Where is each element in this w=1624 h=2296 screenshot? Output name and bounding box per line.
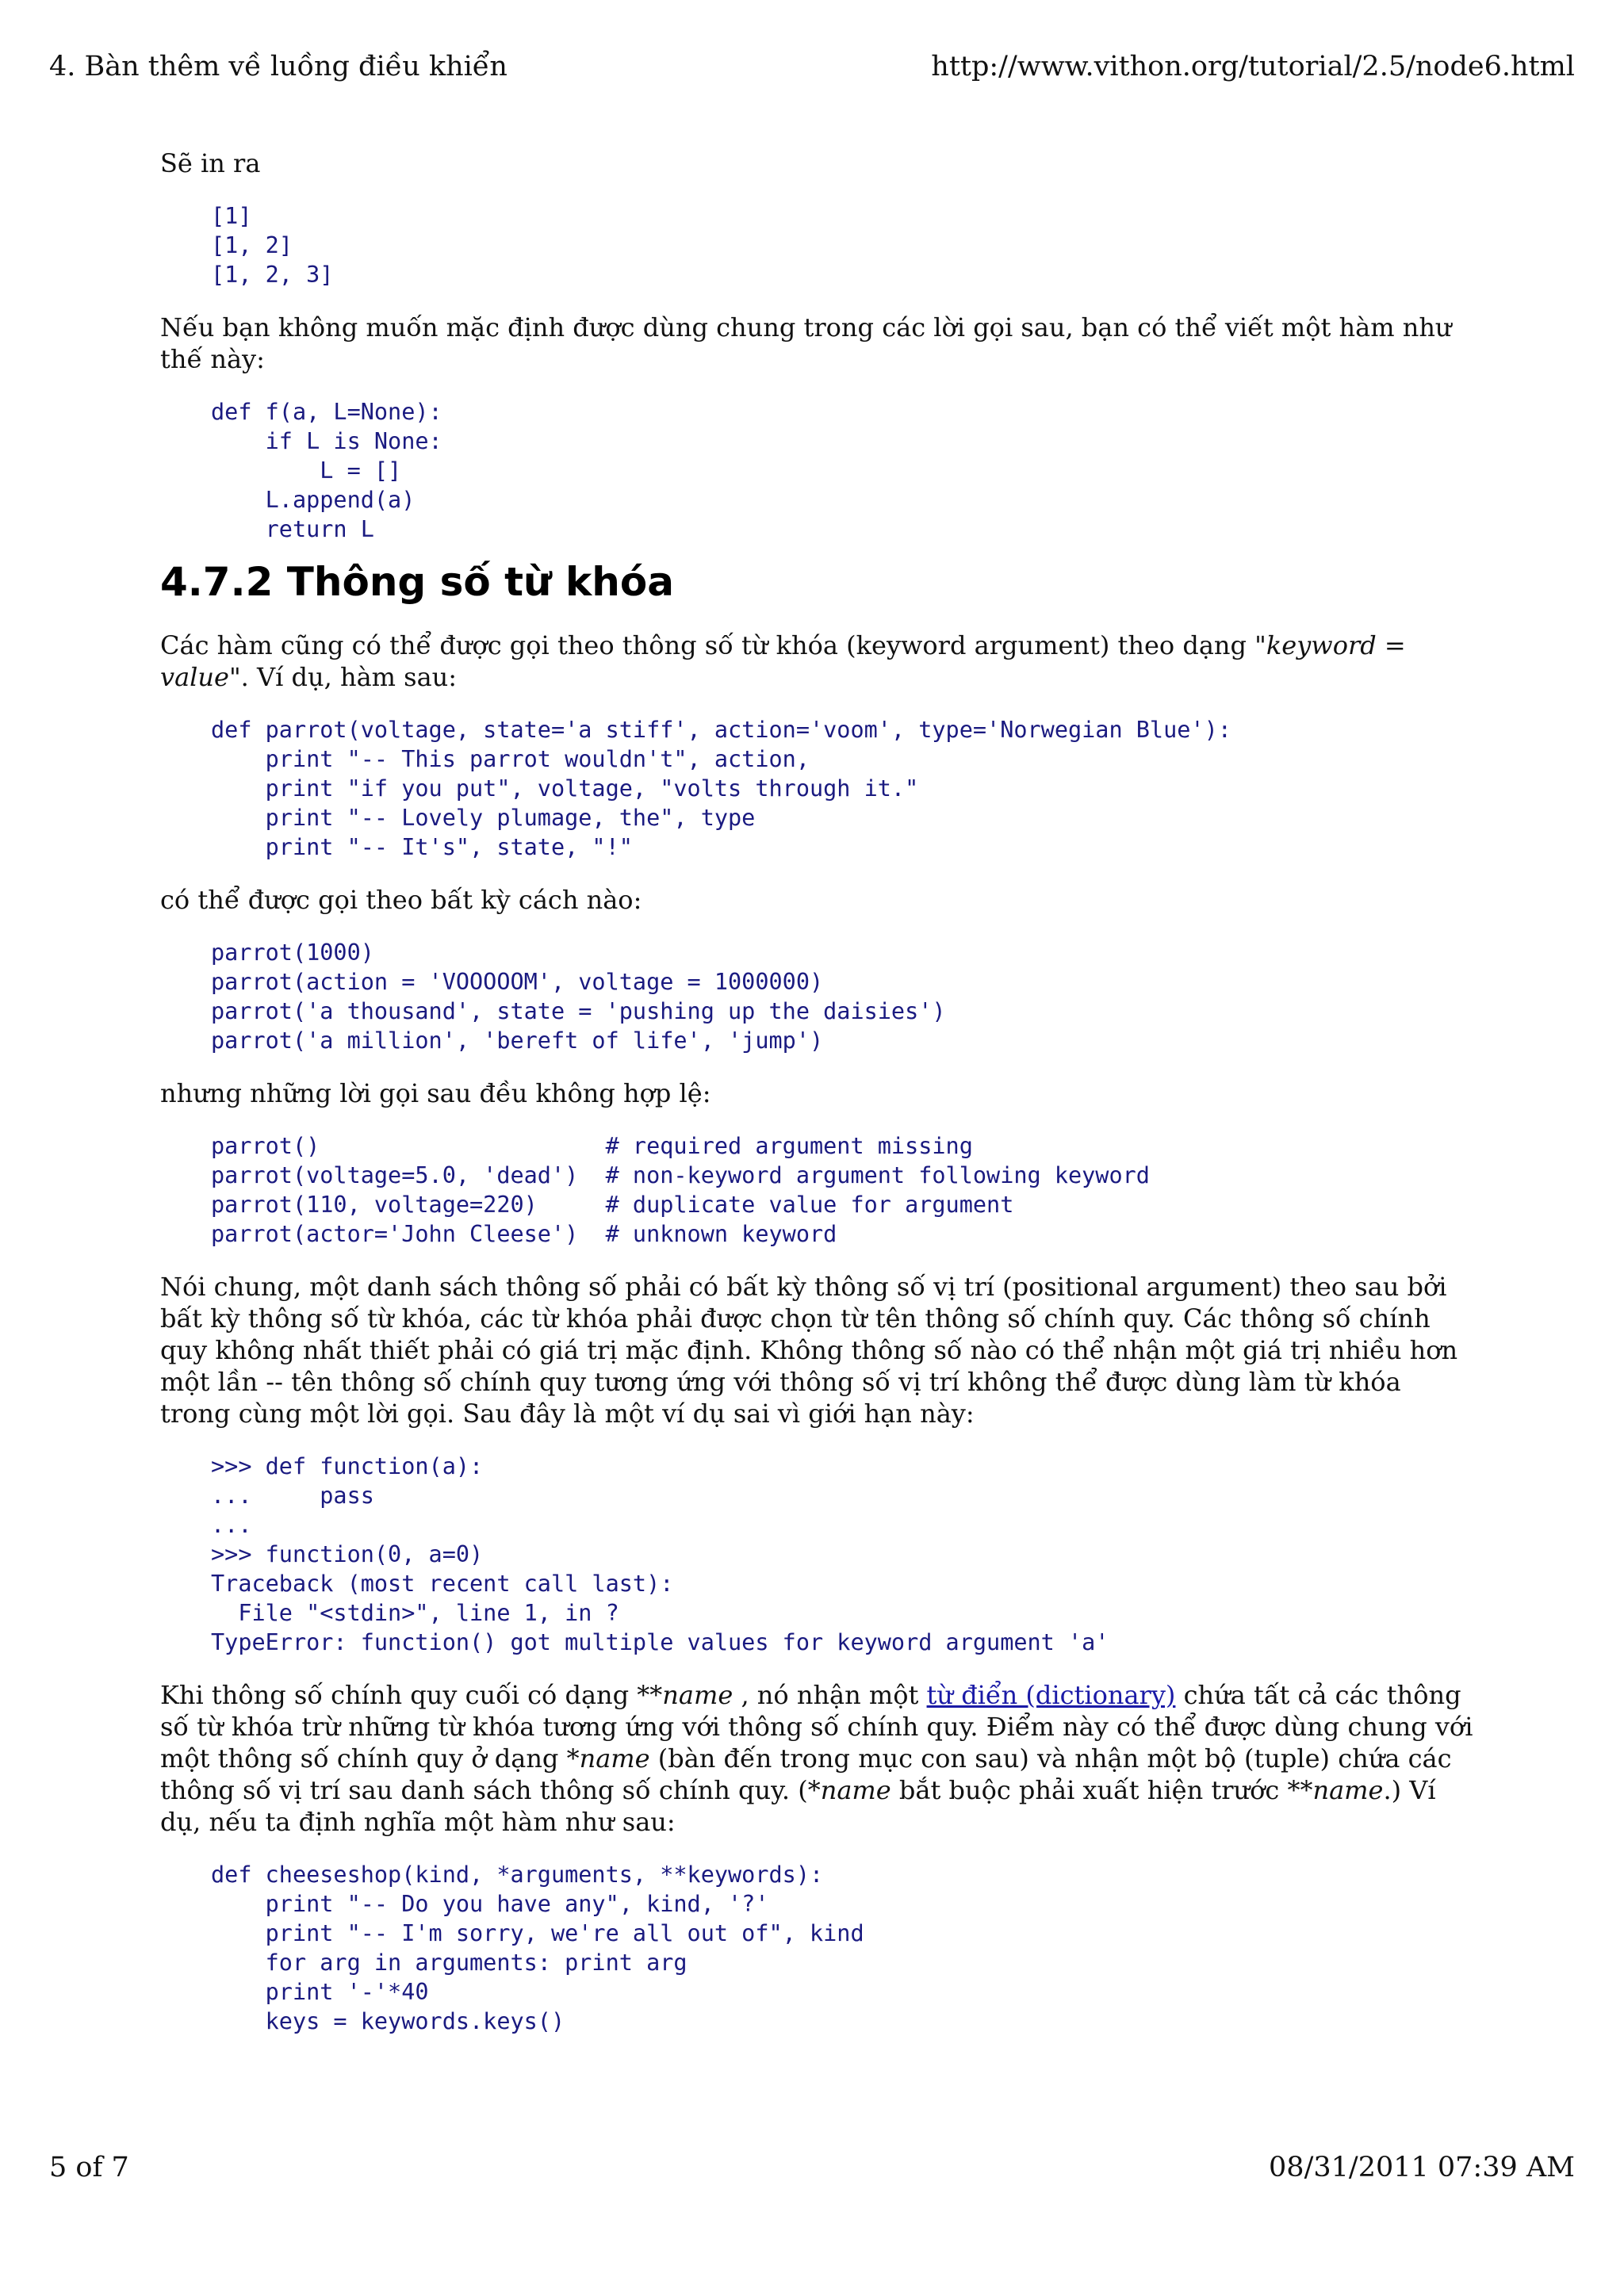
code-block-def-f: def f(a, L=None): if L is None: L = [] L.append(a) return L: [211, 399, 442, 542]
name-term: name: [1312, 1775, 1384, 1805]
paragraph-valid-calls: có thể được gọi theo bất kỳ cách nào:: [160, 885, 642, 915]
name-term: name: [662, 1680, 733, 1710]
dictionary-link[interactable]: từ điển (dictionary): [926, 1680, 1176, 1710]
text-run: Khi thông số chính quy cuối có dạng **: [160, 1680, 663, 1710]
code-block-def-parrot: def parrot(voltage, state='a stiff', action='voom', type='Norwegian Blue'): print "-- This parrot wouldn't", action, print "if you put", voltage, "volts through it." print "-- Lovely plumage, the", type print "-- It's", state, "!": [211, 717, 1231, 860]
text-run: =: [1376, 630, 1406, 660]
text-run: bắt buộc phải xuất hiện trước **: [891, 1775, 1313, 1805]
code-block-traceback-example: >>> def function(a): ... pass ... >>> function(0, a=0) Traceback (most recent call last): File "<stdin>", line 1, in ? TypeError: function() got multiple values for keyword argument 'a': [211, 1453, 1109, 1655]
text-run: (bàn đến trong mục con sau) và nhận một bộ (tuple) chứa các thông số vị trí sau danh sách thông số chính quy. (*: [160, 1743, 1452, 1805]
name-term: name: [820, 1775, 891, 1805]
code-block-valid-calls: parrot(1000) parrot(action = 'VOOOOOM', voltage = 1000000) parrot('a thousand', state = 'pushing up the daisies') parrot('a million', 'bereft of life', 'jump'): [211, 939, 946, 1054]
paragraph-kwargs: [160, 1679, 1477, 1838]
keyword-term: keyword: [1266, 630, 1377, 660]
text-run: , nó nhận một: [733, 1680, 927, 1710]
code-block-output: [1] [1, 2] [1, 2, 3]: [211, 203, 334, 288]
document-body: [160, 147, 1477, 2036]
name-term: name: [579, 1743, 650, 1774]
text-run: ". Ví dụ, hàm sau:: [228, 662, 458, 692]
text-run: Các hàm cũng có thể được gọi theo thông số từ khóa (keyword argument) theo dạng ": [160, 630, 1266, 660]
text-run: chứa tất cả các thông số từ khóa trừ những từ khóa tương ứng với thông số chính quy. Điểm này có thể được dùng chung với một thông số chính quy ở dạng *: [160, 1680, 1473, 1774]
page-header-title: 4. Bàn thêm về luồng điều khiển: [49, 51, 508, 82]
page-number: 5 of 7: [49, 2152, 129, 2183]
paragraph-argument-rules: Nói chung, một danh sách thông số phải có bất kỳ thông số vị trí (positional argument) theo sau bởi bất kỳ thông số từ khóa, các từ khóa phải được chọn từ tên thông số chính quy. Các thông số chính quy không nhất thiết phải có giá trị mặc định. Không thông số nào có thể nhận một giá trị nhiều hơn một lần -- tên thông số chính quy tương ứng với thông số vị trí không thể được dùng làm từ khóa trong cùng một lời gọi. Sau đây là một ví dụ sai vì giới hạn này:: [160, 1272, 1458, 1429]
section-heading: 4.7.2 Thông số từ khóa: [160, 559, 674, 605]
text-run: .) Ví dụ, nếu ta định nghĩa một hàm như sau:: [160, 1775, 1436, 1837]
code-block-invalid-calls: parrot() # required argument missing parrot(voltage=5.0, 'dead') # non-keyword argument following keyword parrot(110, voltage=220) # duplicate value for argument parrot(actor='John Cleese') # unknown keyword: [211, 1133, 1150, 1247]
paragraph-no-shared-default: Nếu bạn không muốn mặc định được dùng chung trong các lời gọi sau, bạn có thể viết một hàm như thế này:: [160, 312, 1452, 374]
print-timestamp: 08/31/2011 07:39 AM: [1269, 2152, 1575, 2183]
value-term: value: [160, 662, 229, 692]
paragraph-keyword-arguments: [160, 629, 1477, 693]
code-block-def-cheeseshop: def cheeseshop(kind, *arguments, **keywords): print "-- Do you have any", kind, '?' print "-- I'm sorry, we're all out of", kind for arg in arguments: print arg print '-'*40 keys = keywords.keys(): [211, 1862, 864, 2034]
paragraph-output-intro: Sẽ in ra: [160, 148, 261, 178]
page-header-url: http://www.vithon.org/tutorial/2.5/node6.html: [931, 51, 1575, 82]
paragraph-invalid-calls: nhưng những lời gọi sau đều không hợp lệ:: [160, 1078, 711, 1108]
